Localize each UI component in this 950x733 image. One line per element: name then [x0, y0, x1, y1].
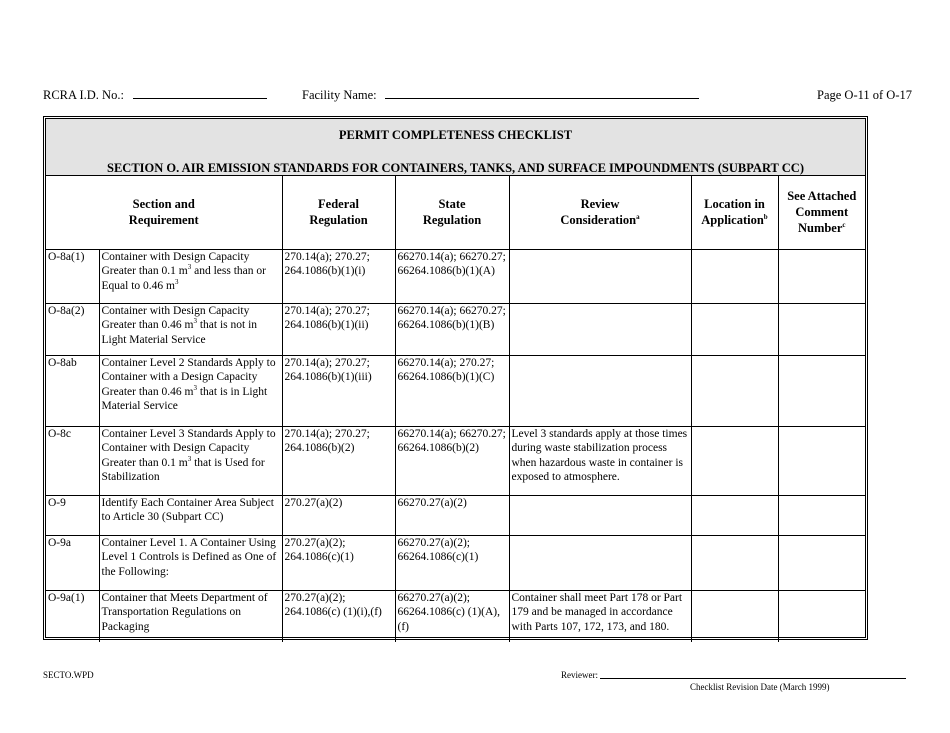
row-requirement: Container Level 3 Standards Apply to Container with Design Capacity Greater than 0.1 $m^3$ that is Used for Stabilization — [99, 426, 282, 495]
col-federal-regulation: Federal Regulation — [282, 176, 395, 249]
row-federal: 270.14(a); 270.27; 264.1086(b)(2) — [282, 426, 395, 495]
row-id: O-8ab — [46, 355, 99, 426]
row-review — [509, 249, 691, 303]
table-row — [46, 355, 865, 426]
row-federal: 270.14(a); 270.27; 264.1086(b)(1)(i) — [282, 249, 395, 303]
col-section-requirement: Section and Requirement — [46, 176, 282, 249]
row-review — [509, 303, 691, 355]
facility-name-field — [302, 88, 699, 103]
table-row — [46, 426, 865, 495]
reviewer-label: Reviewer: — [561, 670, 598, 680]
checklist-box — [43, 116, 868, 640]
row-id: O-9 — [46, 495, 99, 535]
row-id: O-8a(2) — [46, 303, 99, 355]
row-comment-blank[interactable] — [778, 590, 865, 642]
row-comment-blank[interactable] — [778, 426, 865, 495]
row-review — [509, 535, 691, 590]
row-federal: 270.27(a)(2); 264.1086(c) (1)(i),(f) — [282, 590, 395, 642]
row-review: Container shall meet Part 178 or Part 179 and be managed in accordance with Parts 107, 172, 173, and 180. — [509, 590, 691, 642]
rcra-id-blank — [133, 88, 267, 99]
row-state: 66270.14(a); 66270.27; 66264.1086(b)(1)(A) — [395, 249, 509, 303]
table-row — [46, 249, 865, 303]
table-row — [46, 303, 865, 355]
row-id: O-8c — [46, 426, 99, 495]
rcra-id-label: RCRA I.D. No.: — [43, 88, 124, 102]
row-state: 66270.27(a)(2) — [395, 495, 509, 535]
col-location-in-application: Location in Application$^b$ — [691, 176, 778, 249]
row-federal: 270.14(a); 270.27; 264.1086(b)(1)(ii) — [282, 303, 395, 355]
col-attached-comment-number: See Attached Comment Number$^c$ — [778, 176, 865, 249]
file-name: SECTO.WPD — [43, 670, 94, 680]
table-row — [46, 535, 865, 590]
row-comment-blank[interactable] — [778, 249, 865, 303]
col-state-regulation: State Regulation — [395, 176, 509, 249]
revision-date: Checklist Revision Date (March 1999) — [690, 682, 830, 692]
row-review: Level 3 standards apply at those times during waste stabilization process when hazardous waste in container is exposed to atmosphere. — [509, 426, 691, 495]
row-id: O-8a(1) — [46, 249, 99, 303]
checklist-title: PERMIT COMPLETENESS CHECKLIST — [338, 128, 573, 142]
row-state: 66270.14(a); 66270.27; 66264.1086(b)(1)(B) — [395, 303, 509, 355]
row-requirement: Container Level 2 Standards Apply to Container with a Design Capacity Greater than 0.46 $m^3$ that is in Light Material Service — [99, 355, 282, 426]
row-location-blank[interactable] — [691, 426, 778, 495]
section-title: SECTION O. AIR EMISSION STANDARDS FOR CONTAINERS, TANKS, AND SURFACE IMPOUNDMENTS (SUBPART CC) — [107, 161, 804, 175]
row-review — [509, 355, 691, 426]
row-comment-blank[interactable] — [778, 303, 865, 355]
page-number: Page O-11 of O-17 — [817, 88, 913, 102]
row-requirement: Container with Design Capacity Greater than 0.1 $m^3$ and less than or Equal to 0.46 $m^3$ — [99, 249, 282, 303]
row-state: 66270.14(a); 270.27; 66264.1086(b)(1)(C) — [395, 355, 509, 426]
row-location-blank[interactable] — [691, 495, 778, 535]
row-review — [509, 495, 691, 535]
row-location-blank[interactable] — [691, 535, 778, 590]
checklist-table — [46, 176, 865, 642]
row-requirement: Container Level 1. A Container Using Level 1 Controls is Defined as One of the Following: — [99, 535, 282, 590]
table-row — [46, 495, 865, 535]
row-requirement: Container with Design Capacity Greater than 0.46 $m^3$ that is not in Light Material Service — [99, 303, 282, 355]
row-comment-blank[interactable] — [778, 355, 865, 426]
row-location-blank[interactable] — [691, 303, 778, 355]
row-location-blank[interactable] — [691, 249, 778, 303]
row-comment-blank[interactable] — [778, 495, 865, 535]
row-state: 66270.27(a)(2); 66264.1086(c)(1) — [395, 535, 509, 590]
row-id: O-9a(1) — [48, 591, 85, 604]
header-row — [46, 176, 865, 249]
rcra-id-field — [43, 88, 267, 103]
row-location-blank[interactable] — [691, 590, 778, 642]
table-row — [46, 590, 865, 642]
facility-name-label: Facility Name: — [302, 88, 377, 102]
row-comment-blank[interactable] — [778, 535, 865, 590]
row-federal: 270.27(a)(2) — [282, 495, 395, 535]
row-state: 66270.14(a); 66270.27; 66264.1086(b)(2) — [395, 426, 509, 495]
row-requirement: Identify Each Container Area Subject to Article 30 (Subpart CC) — [99, 495, 282, 535]
row-federal: 270.27(a)(2); 264.1086(c)(1) — [282, 535, 395, 590]
facility-name-blank — [385, 88, 699, 99]
row-id: O-9a — [46, 535, 99, 590]
col-review-consideration: Review Consideration$^a$ — [509, 176, 691, 249]
row-federal: 270.14(a); 270.27; 264.1086(b)(1)(iii) — [282, 355, 395, 426]
title-bar — [46, 119, 865, 176]
row-location-blank[interactable] — [691, 355, 778, 426]
row-requirement: Container that Meets Department of Transportation Regulations on Packaging — [99, 590, 282, 642]
reviewer-blank — [600, 678, 906, 679]
row-state: 66270.27(a)(2); 66264.1086(c) (1)(A),(f) — [395, 590, 509, 642]
